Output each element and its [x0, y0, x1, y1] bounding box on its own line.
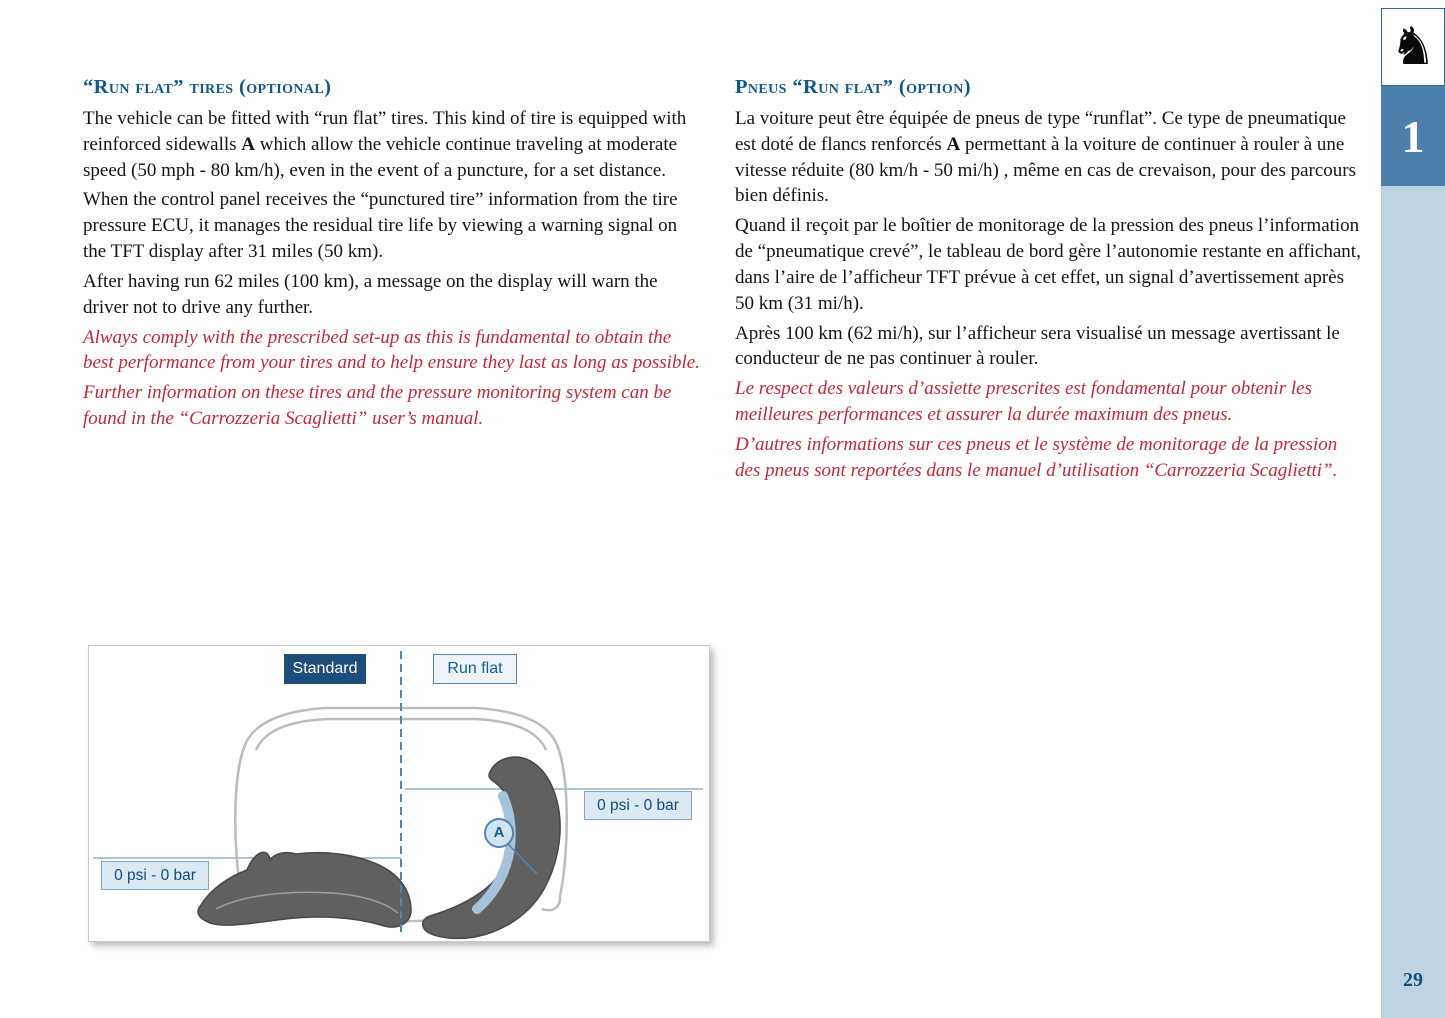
chapter-tab: 1: [1381, 86, 1445, 186]
side-stripe: [1381, 186, 1445, 1018]
prancing-horse-icon: ♞: [1389, 17, 1437, 77]
paragraph-en-3: After having run 62 miles (100 km), a message on the display will warn the driver not to drive any further.: [83, 270, 658, 318]
paragraph-fr-1: [735, 106, 1367, 209]
bold-reference-a: A: [946, 133, 961, 155]
paragraph-en-1: [83, 106, 705, 183]
standard-label: Standard: [284, 654, 366, 684]
flat-tire-shape: [198, 852, 411, 927]
paragraph-text: The vehicle can be fitted with “run flat” tires. This kind of tire is equipped with reinforced sidewalls: [83, 108, 687, 155]
paragraph-text: La voiture peut être équipée de pneus de type “runflat”. Ce type de pneumatique est doté de flancs renforcés: [735, 108, 1346, 155]
bold-reference-a: A: [241, 133, 256, 155]
warning-note-fr-2: D’autres informations sur ces pneus et le système de monitorage de la pression des pneus sont reportées dans le manuel d’utilisation “Carrozzeria Scaglietti”.: [735, 433, 1338, 481]
warning-note-fr-1: Le respect des valeurs d’assiette prescrites est fondamental pour obtenir les meilleures performances et assurer la durée maximum des pneus.: [735, 378, 1312, 426]
paragraph-en-2: When the control panel receives the “punctured tire” information from the tire pressure ECU, it manages the residual tire life by viewing a warning signal on the TFT display after 31 miles (50 km).: [83, 189, 678, 263]
ferrari-logo: [1381, 8, 1445, 86]
tire-diagram: [88, 645, 710, 942]
french-column: [735, 76, 1367, 488]
runflat-tire-shape: [423, 757, 560, 938]
warning-note-en-2: Further information on these tires and the pressure monitoring system can be found in the “Carrozzeria Scaglietti” user’s manual.: [83, 382, 672, 430]
paragraph-fr-2: Quand il reçoit par le boîtier de monitorage de la pression des pneus l’information de “pneumatique crevé”, le tableau de bord gère l’autonomie restante en affichant, dans l’aire de l’afficheur TFT prévue à cet effet, un signal d’avertissement après 50 km (31 mi/h).: [735, 215, 1361, 314]
warning-note-en-1: Always comply with the prescribed set-up as this is fundamental to obtain the best performance from your tires and to help ensure they last as long as possible.: [83, 326, 700, 374]
runflat-label: Run flat: [433, 654, 517, 684]
left-pressure-label: 0 psi - 0 bar: [101, 861, 209, 890]
paragraph-fr-3: Après 100 km (62 mi/h), sur l’afficheur sera visualisé un message avertissant le conducteur de ne pas continuer à rouler.: [735, 322, 1340, 370]
section-heading-fr: Pneus “Run flat” (option): [735, 76, 971, 98]
page-number: 29: [1403, 969, 1423, 991]
section-heading-en: “Run flat” tires (optional): [83, 76, 332, 98]
sidewall-callout-a: A: [484, 818, 514, 848]
paragraph-text: permettant à la voiture de continuer à rouler à une vitesse réduite (80 km/h - 50 mi/h) , même en cas de crevaison, pour des parcours bien définis.: [735, 133, 1357, 207]
side-rail: [1381, 8, 1445, 1018]
right-pressure-label: 0 psi - 0 bar: [584, 791, 692, 820]
paragraph-text: which allow the vehicle continue traveling at moderate speed (50 mph - 80 km/h), even in the event of a puncture, for a set distance.: [83, 133, 678, 181]
english-column: [83, 76, 705, 436]
